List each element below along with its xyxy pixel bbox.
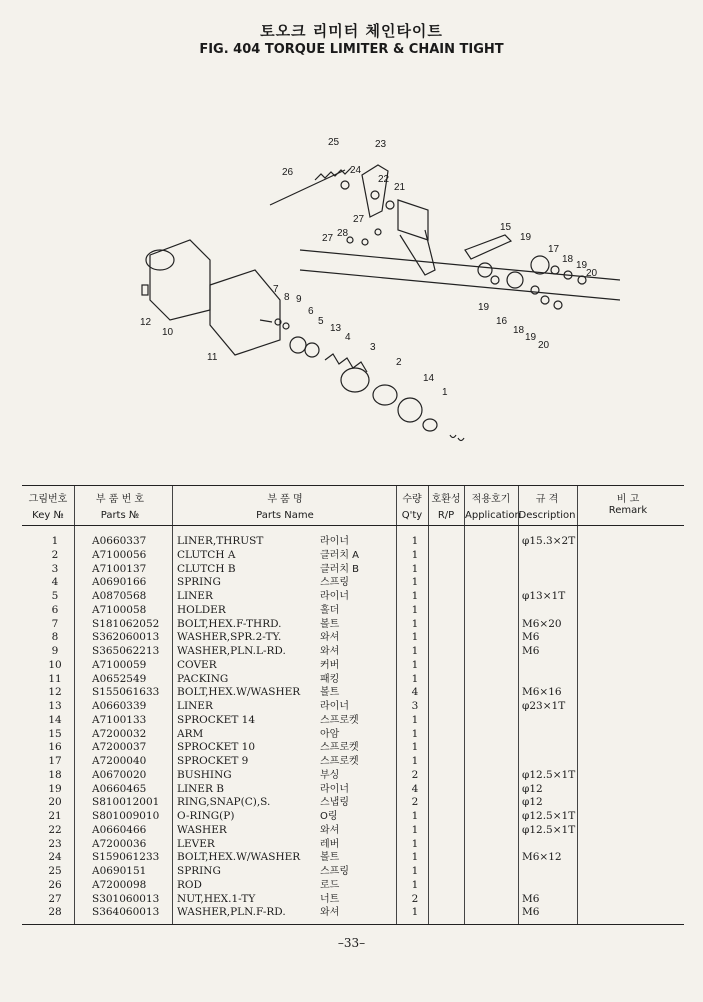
cell-part-name-ko: 스프링 — [320, 577, 349, 589]
header-part-no-ko: 부 품 번 호 — [95, 494, 145, 505]
cell-description: φ12 — [522, 796, 543, 809]
cell-part-name: LINER — [177, 700, 213, 712]
cell-key: 20 — [48, 796, 62, 809]
callout-label: 9 — [296, 294, 302, 305]
cover-part — [150, 240, 210, 320]
cell-qty: 1 — [411, 906, 419, 919]
cell-part-name-ko: 와셔 — [320, 907, 340, 919]
cell-part-name: WASHER,PLN.L-RD. — [177, 645, 286, 657]
callout-label: 27 — [353, 214, 365, 225]
cell-part-name-ko: 클러치 B — [320, 563, 360, 575]
cell-qty: 1 — [411, 658, 419, 671]
cell-part-name: WASHER — [177, 823, 227, 836]
table-row — [22, 728, 684, 742]
cell-qty: 1 — [411, 603, 419, 616]
cell-part-no: A7100133 — [92, 713, 147, 726]
cell-key: 13 — [48, 700, 62, 712]
header-divider-rule — [22, 525, 684, 526]
cell-part-no: A0670020 — [92, 768, 147, 781]
cell-part-no: A0652549 — [92, 672, 147, 685]
table-row — [22, 810, 684, 824]
header-name-ko: 부 품 명 — [267, 494, 303, 505]
cell-part-no: A7100137 — [92, 562, 147, 575]
cell-part-name: SPRING — [177, 576, 221, 589]
callout-label: 19 — [576, 260, 588, 271]
cell-part-name-ko: 스프로켓 — [320, 714, 359, 726]
table-row — [22, 796, 684, 810]
table-row — [22, 590, 684, 604]
cell-part-name: WASHER,PLN.F-RD. — [177, 906, 286, 919]
table-row — [22, 604, 684, 618]
cell-part-name-ko: 클러치 A — [320, 549, 359, 561]
cell-part-no: S155061633 — [92, 686, 160, 699]
page-title: FIG. 404 TORQUE LIMITER & CHAIN TIGHT — [199, 42, 504, 57]
header-qty-en: Q'ty — [401, 510, 423, 521]
table-row — [22, 576, 684, 590]
cell-part-name-ko: 레버 — [320, 838, 340, 850]
cell-part-no: A0660466 — [92, 823, 147, 836]
cell-part-name: BOLT,HEX.W/WASHER — [177, 686, 301, 699]
cell-qty: 4 — [411, 782, 419, 795]
cell-part-name-ko: 패킹 — [320, 673, 340, 685]
cell-part-no: A7200036 — [92, 837, 147, 850]
cell-part-name: WASHER,SPR.2-TY. — [177, 631, 282, 644]
header-name-en: Parts Name — [256, 510, 314, 521]
cell-key: 14 — [48, 713, 62, 726]
cell-part-name: ROD — [177, 878, 202, 891]
cell-part-name: BOLT,HEX.W/WASHER — [177, 851, 301, 864]
table-row — [22, 549, 684, 563]
table-row — [22, 783, 684, 797]
cell-key: 22 — [48, 823, 62, 836]
cell-part-no: S801009010 — [92, 810, 160, 822]
table-row — [22, 906, 684, 920]
cell-key: 24 — [48, 851, 62, 864]
cell-part-name: HOLDER — [177, 603, 226, 616]
page-number: –33– — [337, 936, 366, 950]
cell-key: 21 — [48, 810, 62, 822]
header-key-en: Key № — [32, 510, 64, 521]
callout-label: 11 — [207, 352, 218, 363]
cell-key: 2 — [51, 548, 59, 561]
cell-qty: 1 — [411, 713, 419, 726]
header-remark-en: Remark — [608, 505, 648, 516]
cell-qty: 2 — [411, 796, 419, 809]
callout-label: 12 — [140, 317, 152, 328]
callout-label: 19 — [525, 332, 537, 343]
cell-key: 4 — [51, 576, 59, 589]
cell-part-no: A7100058 — [92, 603, 147, 616]
callout-label: 23 — [375, 139, 387, 150]
packing-part — [210, 270, 280, 355]
cell-part-no: A0660339 — [92, 700, 147, 712]
cell-description: M6 — [522, 906, 540, 919]
callout-label: 24 — [350, 165, 362, 176]
cell-part-name-ko: O링 — [320, 811, 338, 822]
cell-part-name: CLUTCH A — [177, 548, 236, 561]
cell-part-no: A0660465 — [92, 782, 147, 795]
cell-part-name-ko: 라이너 — [320, 701, 349, 712]
cell-part-name-ko: 커버 — [320, 659, 340, 671]
cell-description: M6 — [522, 645, 540, 657]
cell-part-no: S362060013 — [92, 631, 160, 644]
cell-part-no: S159061233 — [92, 851, 160, 864]
cell-key: 23 — [48, 837, 62, 850]
header-rp-en: R/P — [437, 510, 455, 521]
table-bottom-rule — [22, 924, 684, 925]
header-app-ko: 적용호기 — [471, 494, 511, 505]
callout-label: 16 — [496, 316, 508, 327]
cell-part-no: A7100059 — [92, 658, 147, 671]
cell-part-no: S301060013 — [92, 892, 160, 905]
table-row — [22, 618, 684, 632]
cell-part-name-ko: 부싱 — [320, 769, 340, 781]
callout-label: 10 — [162, 327, 174, 338]
cell-description: φ12.5×1T — [522, 810, 576, 822]
callout-label: 25 — [328, 137, 340, 148]
cell-key: 5 — [51, 590, 59, 602]
cell-description: M6×16 — [522, 686, 562, 699]
exploded-parts-diagram — [100, 100, 620, 450]
callout-label: 26 — [282, 167, 294, 178]
cell-part-name: BOLT,HEX.F-THRD. — [177, 617, 282, 630]
cell-part-name-ko: 라이너 — [320, 536, 349, 547]
callout-label: 19 — [478, 302, 490, 313]
header-part-no-en: Parts № — [100, 510, 140, 521]
cell-key: 26 — [48, 878, 62, 891]
callout-label: 15 — [500, 222, 512, 233]
cell-part-no: A7100056 — [92, 548, 147, 561]
cell-qty: 1 — [411, 878, 419, 891]
table-row — [22, 769, 684, 783]
cell-qty: 1 — [411, 727, 419, 740]
callout-label: 6 — [308, 306, 314, 317]
cell-key: 28 — [48, 906, 62, 919]
cell-qty: 2 — [411, 768, 419, 781]
cell-part-name-ko: 볼트 — [320, 618, 340, 630]
callout-label: 5 — [318, 316, 324, 327]
cell-part-name: SPRING — [177, 865, 221, 877]
cell-part-name: RING,SNAP(C),S. — [177, 796, 271, 809]
cell-qty: 3 — [411, 700, 419, 712]
cell-key: 3 — [51, 562, 59, 575]
callout-label: 22 — [378, 174, 390, 185]
cell-part-name: PACKING — [177, 672, 229, 685]
cell-part-name-ko: 라이너 — [320, 783, 349, 795]
cell-key: 27 — [48, 892, 62, 905]
cell-qty: 1 — [411, 755, 419, 767]
cell-part-no: A0690151 — [92, 865, 147, 877]
cell-part-name-ko: 라이너 — [320, 591, 349, 602]
table-row — [22, 659, 684, 673]
cell-description: φ23×1T — [522, 700, 566, 712]
callout-label: 13 — [330, 323, 342, 334]
cell-qty: 1 — [411, 672, 419, 685]
cell-description: φ12.5×1T — [522, 768, 576, 781]
cell-key: 10 — [48, 658, 62, 671]
header-qty-ko: 수량 — [402, 494, 422, 505]
cell-part-no: S181062052 — [92, 617, 160, 630]
callout-label: 19 — [520, 232, 532, 243]
cell-description: φ12 — [522, 782, 543, 795]
cell-part-no: S365062213 — [92, 645, 160, 657]
cell-key: 18 — [48, 768, 62, 781]
cell-key: 25 — [48, 865, 62, 877]
cell-part-no: A0690166 — [92, 576, 147, 589]
table-row — [22, 879, 684, 893]
cell-description: M6×20 — [522, 617, 562, 630]
cell-key: 1 — [51, 535, 59, 547]
callout-label: 17 — [548, 244, 560, 255]
cell-part-name-ko: 스냅링 — [320, 797, 349, 809]
page-title-korean: 토오크 리미터 체인타이트 — [260, 22, 443, 40]
cell-part-no: S810012001 — [92, 796, 160, 809]
cell-part-name-ko: 와셔 — [320, 824, 340, 836]
table-row — [22, 645, 684, 659]
cell-key: 6 — [51, 603, 59, 616]
cell-key: 12 — [48, 686, 62, 699]
callout-label: 8 — [284, 292, 290, 303]
cell-part-name-ko: 스프로켓 — [320, 742, 359, 754]
cell-qty: 1 — [411, 631, 419, 644]
table-row — [22, 741, 684, 755]
cell-qty: 1 — [411, 535, 419, 547]
header-app-en: Application — [465, 510, 521, 521]
cell-qty: 1 — [411, 548, 419, 561]
cell-description: φ15.3×2T — [522, 535, 576, 547]
cell-part-name: LINER — [177, 590, 213, 602]
cell-part-name: SPROCKET 10 — [177, 741, 256, 754]
cell-key: 7 — [51, 617, 59, 630]
header-desc-en: Description — [518, 510, 576, 521]
table-row — [22, 631, 684, 645]
callout-label: 18 — [513, 325, 525, 336]
cell-part-name: LEVER — [177, 837, 215, 850]
cell-key: 8 — [51, 631, 59, 644]
cell-qty: 1 — [411, 741, 419, 754]
callout-label: 20 — [586, 268, 598, 279]
callout-label: 7 — [273, 284, 279, 295]
cell-part-no: A7200032 — [92, 727, 147, 740]
cell-part-name-ko: 볼트 — [320, 687, 340, 699]
cell-part-no: A7200098 — [92, 878, 147, 891]
cell-part-name-ko: 홀더 — [320, 604, 340, 616]
cell-part-name: CLUTCH B — [177, 562, 236, 575]
cell-qty: 1 — [411, 645, 419, 657]
callout-label: 14 — [423, 373, 435, 384]
table-row — [22, 838, 684, 852]
cell-qty: 2 — [411, 892, 419, 905]
header-rp-ko: 호환성 — [431, 494, 461, 505]
cell-part-no: A0660337 — [92, 535, 147, 547]
cell-part-no: A7200037 — [92, 741, 147, 754]
cell-part-name: NUT,HEX.1-TY — [177, 892, 256, 905]
cell-part-name-ko: 아암 — [320, 728, 340, 740]
callout-label: 1 — [442, 387, 448, 398]
sprocket-part — [478, 263, 492, 277]
callout-label: 28 — [337, 228, 349, 239]
callout-label: 20 — [538, 340, 550, 351]
table-row — [22, 563, 684, 577]
cell-qty: 1 — [411, 865, 419, 877]
cell-qty: 1 — [411, 810, 419, 822]
table-row — [22, 535, 684, 549]
callout-label: 2 — [396, 357, 402, 368]
cell-part-no: S364060013 — [92, 906, 160, 919]
cell-part-name: O-RING(P) — [177, 810, 235, 822]
callout-label: 27 — [322, 233, 334, 244]
spring-part — [315, 168, 351, 180]
table-row — [22, 714, 684, 728]
cell-part-name-ko: 너트 — [320, 893, 340, 905]
cell-key: 19 — [48, 782, 62, 795]
cell-part-no: A7200040 — [92, 755, 147, 767]
sprocket-14-part — [398, 398, 422, 422]
cell-part-name: COVER — [177, 658, 217, 671]
cell-description: φ13×1T — [522, 590, 566, 602]
table-row — [22, 700, 684, 714]
cell-part-name-ko: 와셔 — [320, 646, 340, 657]
cell-part-name-ko: 스프로켓 — [320, 756, 359, 767]
cell-part-name: LINER B — [177, 782, 224, 795]
cell-part-name: SPROCKET 9 — [177, 755, 249, 767]
cell-qty: 1 — [411, 617, 419, 630]
cell-description: M6 — [522, 631, 540, 644]
callout-label: 18 — [562, 254, 574, 265]
cell-part-name-ko: 스프링 — [320, 866, 349, 877]
table-row — [22, 851, 684, 865]
cell-qty: 1 — [411, 576, 419, 589]
callout-label: 21 — [394, 182, 406, 193]
cell-part-name-ko: 와셔 — [320, 632, 340, 644]
cell-part-no: A0870568 — [92, 590, 147, 602]
cell-key: 16 — [48, 741, 62, 754]
cell-qty: 1 — [411, 562, 419, 575]
table-row — [22, 824, 684, 838]
bolt-part — [341, 181, 349, 189]
table-row — [22, 893, 684, 907]
table-row — [22, 755, 684, 769]
arm-part — [465, 235, 511, 259]
table-row — [22, 686, 684, 700]
cell-part-name: SPROCKET 14 — [177, 713, 256, 726]
cell-part-name: ARM — [177, 727, 204, 740]
cell-qty: 1 — [411, 823, 419, 836]
cell-part-name: BUSHING — [177, 768, 232, 781]
header-desc-ko: 규 격 — [535, 494, 559, 505]
callout-label: 4 — [345, 332, 351, 343]
cell-key: 17 — [48, 755, 62, 767]
cell-qty: 4 — [411, 686, 419, 699]
cell-description: M6×12 — [522, 851, 562, 864]
cell-part-name: LINER,THRUST — [177, 535, 264, 547]
cell-qty: 1 — [411, 590, 419, 602]
cell-qty: 1 — [411, 837, 419, 850]
table-row — [22, 865, 684, 879]
cell-qty: 1 — [411, 851, 419, 864]
cell-description: φ12.5×1T — [522, 823, 576, 836]
cell-key: 9 — [51, 645, 59, 657]
header-key-ko: 그림번호 — [28, 494, 68, 505]
cell-part-name-ko: 로드 — [320, 879, 340, 891]
header-remark-ko: 비 고 — [616, 494, 640, 505]
cell-description: M6 — [522, 892, 540, 905]
table-top-rule — [22, 485, 684, 486]
cell-part-name-ko: 볼트 — [320, 852, 340, 864]
table-row — [22, 673, 684, 687]
cell-key: 15 — [48, 727, 62, 740]
callout-label: 3 — [370, 342, 376, 353]
cell-key: 11 — [48, 672, 62, 685]
